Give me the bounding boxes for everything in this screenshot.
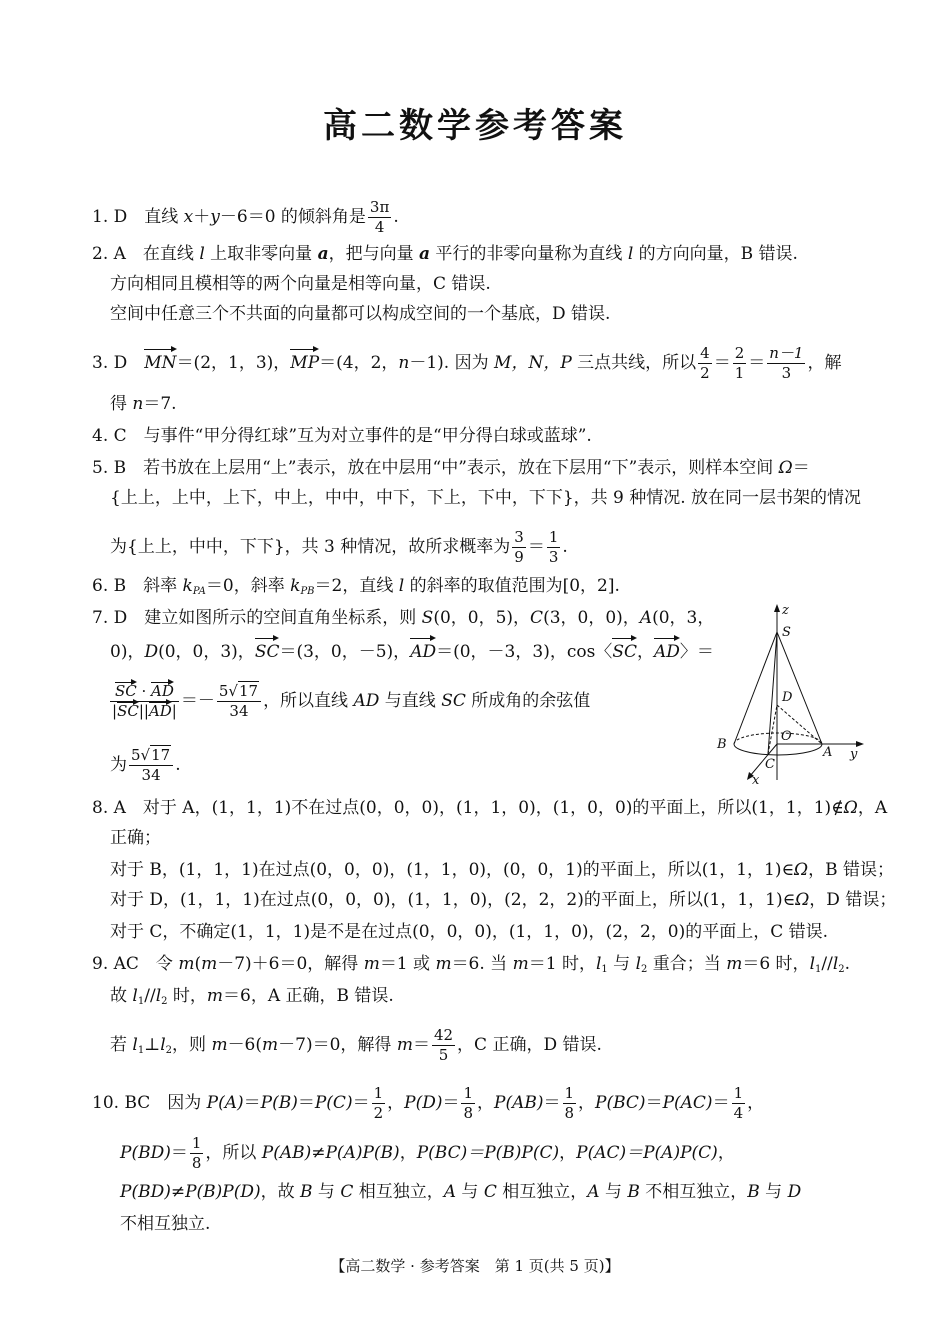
- answer-9-line-2: 故 $l_1//l_2$ 时，m＝6，A 正确，B 错误.: [110, 986, 394, 1007]
- label-B: B: [717, 737, 727, 752]
- generator-SA: [777, 632, 822, 744]
- answer-1: 1. D 直线 x＋y－6＝0 的倾斜角是 $\frac{3\pi}{4}$ .: [92, 198, 399, 236]
- label-x: x: [752, 773, 760, 787]
- answer-2-line-2: 方向相同且模相等的两个向量是相等向量，C 错误.: [110, 274, 491, 294]
- label-O: O: [781, 729, 792, 744]
- label-D: D: [782, 690, 793, 705]
- answer-9: 9. AC 令 m(m－7)＋6＝0，解得 m＝1 或 m＝6. 当 m＝1 时，$l_1$ 与 $l_2$ 重合；当 m＝6 时，$l_1//l_2$.: [92, 954, 851, 975]
- answer-6: 6. B 斜率 $k_{PA}=0$，斜率 $k_{PB}=2$，直线 l 的斜率的取值范围为[0，2].: [92, 576, 620, 597]
- answer-5-line-2: {上上，上中，上下，中上，中中，中下，下上，下中，下下}，共 9 种情况. 放在同一层书架的情况: [110, 488, 862, 508]
- answer-8-line-4: 对于 D，(1，1，1)在过点(0，0，0)，(1，1，0)，(2，2，2)的平面上，所以(1，1，1)∈Ω，D 错误；: [110, 890, 897, 910]
- answer-3-line-2: 得 n＝7.: [110, 394, 177, 414]
- cone-coordinate-figure: [712, 602, 872, 787]
- answer-7: 7. D 建立如图所示的空间直角坐标系，则 S(0，0，5)，C(3，0，0)，A(0，3，: [92, 608, 715, 628]
- answer-10-line-3: P(BD)≠P(B)P(D)，故 B 与 C 相互独立，A 与 C 相互独立，A 与 B 不相互独立，B 与 D: [120, 1182, 802, 1202]
- segment-SC: [768, 632, 777, 754]
- label-y: y: [850, 747, 858, 762]
- answer-10: 10. BC 因为 P(A)＝P(B)＝P(C)＝ $\frac{1}{2}$ ，P(D)＝ $\frac{1}{8}$ ，P(AB)＝ $\frac{1}{8}$ ，P(BC)＝P(AC)＝ $\frac{1}{4}$ ，: [92, 1084, 765, 1122]
- answer-2-line-3: 空间中任意三个不共面的向量都可以构成空间的一个基底，D 错误.: [110, 304, 611, 324]
- answer-4: 4. C 与事件“甲分得红球”互为对立事件的是“甲分得白球或蓝球”.: [92, 426, 592, 446]
- answer-3: 3. D MN＝(2，1，3)，MP＝(4，2，n－1). 因为 M，N，P 三点共线，所以 $\frac{4}{2}$ ＝ $\frac{2}{1}$ ＝ $\frac{n-1}{3}$ ，解: [92, 344, 842, 382]
- answer-7-line-4: 为 $\frac{5√17}{34}$ .: [110, 746, 181, 784]
- label-A: A: [823, 745, 833, 760]
- label-C: C: [765, 757, 775, 772]
- answer-8-line-2: 正确；: [110, 828, 161, 848]
- answer-7-line-3: $\frac{SC \cdot AD}{|SC||AD|}$ ＝－ $\frac{5√17}{34}$ ，所以直线 AD 与直线 SC 所成角的余弦值: [112, 682, 591, 720]
- answer-7-line-2: 0)，D(0，0，3)，SC＝(3，0，－5)，AD＝(0，－3，3)，cos〈SC，AD〉＝: [110, 642, 714, 662]
- label-z: z: [782, 603, 789, 618]
- answer-5: 5. B 若书放在上层用“上”表示，放在中层用“中”表示，放在下层用“下”表示，则样本空间 Ω＝: [92, 458, 810, 478]
- answer-10-line-2: P(BD)＝ $\frac{1}{8}$ ，所以 P(AB)≠P(A)P(B)，P(BC)＝P(B)P(C)，P(AC)＝P(A)P(C)，: [120, 1134, 735, 1172]
- answer-8-line-3: 对于 B，(1，1，1)在过点(0，0，0)，(1，1，0)，(0，0，1)的平面上，所以(1，1，1)∈Ω，B 错误；: [110, 860, 895, 880]
- fraction: $\frac{3\pi}{4}$: [369, 198, 390, 236]
- answer-2: 2. A 在直线 l 上取非零向量 a，把与向量 a 平行的非零向量称为直线 l 的方向向量，B 错误.: [92, 244, 798, 264]
- generator-SB: [734, 632, 777, 744]
- base-back: [734, 733, 822, 744]
- answer-8-line-5: 对于 C，不确定(1，1，1)是不是在过点(0，0，0)，(1，1，0)，(2，2，0)的平面上，C 错误.: [110, 922, 829, 942]
- answer-9-line-3: 若 $l_1\perp l_2$，则 m－6(m－7)＝0，解得 m＝ $\frac{42}{5}$ ，C 正确，D 错误.: [110, 1026, 602, 1064]
- label-S: S: [782, 625, 791, 640]
- page-footer: 【高二数学 · 参考答案 第 1 页(共 5 页)】: [330, 1257, 620, 1275]
- z-axis-arrow: [774, 604, 780, 612]
- page-title: 高二数学参考答案: [323, 106, 627, 146]
- answer-8: 8. A 对于 A，(1，1，1)不在过点(0，0，0)，(1，1，0)，(1，0，0)的平面上，所以(1，1，1)∉Ω，A: [92, 798, 888, 818]
- base-front: [734, 744, 822, 755]
- answer-10-line-4: 不相互独立.: [120, 1214, 211, 1234]
- answer-5-line-3: 为{上上，中中，下下}，共 3 种情况，故所求概率为 $\frac{3}{9}$ ＝ $\frac{1}{3}$ .: [110, 528, 568, 566]
